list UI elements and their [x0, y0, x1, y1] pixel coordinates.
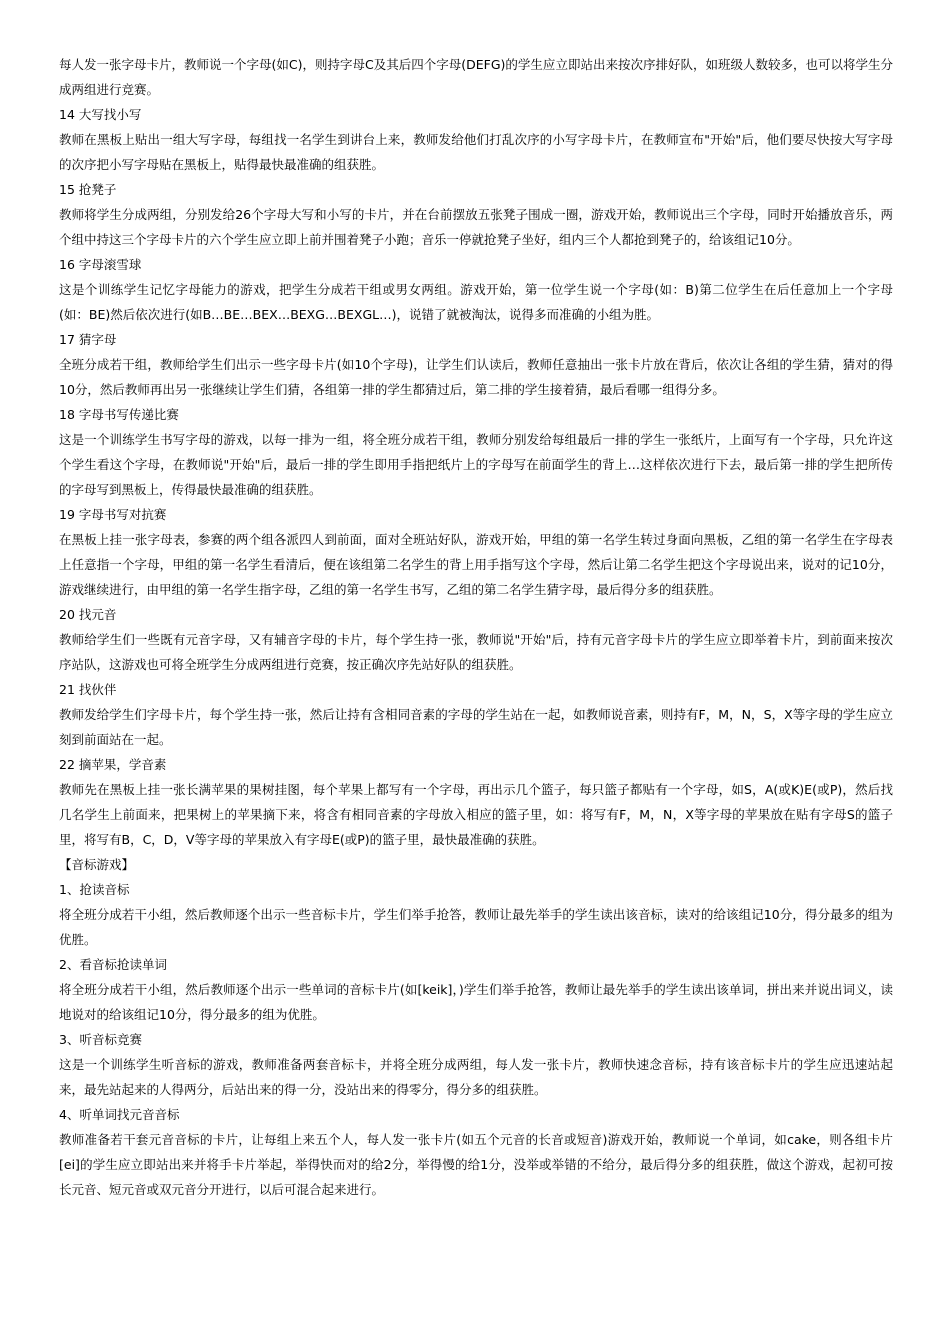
section-heading: 20 找元音 — [59, 607, 117, 622]
paragraph: 教师准备若干套元音音标的卡片，让每组上来五个人，每人发一张卡片(如五个元音的长音或短音)游戏开始，教师说一个单词，如cake，则各组卡片[ei]的学生应立即站出来并将手卡片举起，举得快而对的给2分，举得慢的给1分，没举或举错的不给分，最后得分多的组获胜，做这个游戏，起初可按长元音、短元音或双元音分开进行，以后可混合起来进行。 — [59, 1132, 893, 1197]
paragraph: 将全班分成若干小组，然后教师逐个出示一些单词的音标卡片(如[keik]，)学生们举手抢答，教师让最先举手的学生读出该单词，拼出来并说出词义，读地说对的给该组记10分，得分最多的组为优胜。 — [59, 982, 893, 1022]
paragraph: 教师先在黑板上挂一张长满苹果的果树挂图，每个苹果上都写有一个字母，再出示几个篮子，每只篮子都贴有一个字母，如S，A(或K)E(或P)，然后找几名学生上前面来，把果树上的苹果摘下来，将含有相同音素的字母放入相应的篮子里，如：将写有F，M，N，X等字母的苹果放在贴有字母S的篮子里，将写有B，C，D，V等字母的苹果放入有字母E(或P)的篮子里，最快最准确的获胜。 — [59, 782, 893, 847]
paragraph: 教师给学生们一些既有元音字母，又有辅音字母的卡片，每个学生持一张，教师说"开始"后，持有元音字母卡片的学生应立即举着卡片，到前面来按次序站队，这游戏也可将全班学生分成两组进行竞赛，按正确次序先站好队的组获胜。 — [59, 632, 893, 672]
paragraph: 这是一个训练学生书写字母的游戏，以每一排为一组，将全班分成若干组，教师分别发给每组最后一排的学生一张纸片，上面写有一个字母，只允许这个学生看这个字母，在教师说"开始"后，最后一排的学生即用手指把纸片上的字母写在前面学生的背上…这样依次进行下去，最后第一排的学生把所传的字母写到黑板上，传得最快最准确的组获胜。 — [59, 432, 893, 497]
paragraph: 这是一个训练学生听音标的游戏，教师准备两套音标卡，并将全班分成两组，每人发一张卡片，教师快速念音标，持有该音标卡片的学生应迅速站起来，最先站起来的人得两分，后站出来的得一分，没站出来的得零分，得分多的组获胜。 — [59, 1057, 893, 1097]
paragraph: 教师在黑板上贴出一组大写字母，每组找一名学生到讲台上来，教师发给他们打乱次序的小写字母卡片，在教师宣布"开始"后，他们要尽快按大写字母的次序把小写字母贴在黑板上，贴得最快最准确的组获胜。 — [59, 132, 893, 172]
paragraph: 这是个训练学生记忆字母能力的游戏，把学生分成若干组或男女两组。游戏开始，第一位学生说一个字母(如：B)第二位学生在后任意加上一个字母(如：BE)然后依次进行(如B…BE…BEX…BEXG…BEXGL…)，说错了就被淘汰，说得多而准确的小组为胜。 — [59, 282, 893, 322]
section-heading: 19 字母书写对抗赛 — [59, 507, 167, 522]
section-heading: 16 字母滚雪球 — [59, 257, 142, 272]
paragraph: 教师发给学生们字母卡片，每个学生持一张，然后让持有含相同音素的字母的学生站在一起，如教师说音素，则持有F，M，N，S，X等字母的学生应立刻到前面站在一起。 — [59, 707, 893, 747]
section-heading: 1、抢读音标 — [59, 882, 130, 897]
section-heading: 22 摘苹果，学音素 — [59, 757, 167, 772]
section-heading: 【音标游戏】 — [59, 857, 135, 872]
section-heading: 17 猜字母 — [59, 332, 117, 347]
section-heading: 21 找伙伴 — [59, 682, 117, 697]
section-heading: 2、看音标抢读单词 — [59, 957, 167, 972]
document-body — [59, 52, 893, 1202]
paragraph: 将全班分成若干小组，然后教师逐个出示一些音标卡片，学生们举手抢答，教师让最先举手的学生读出该音标，读对的给该组记10分，得分最多的组为优胜。 — [59, 907, 893, 947]
section-heading: 15 抢凳子 — [59, 182, 117, 197]
paragraph: 在黑板上挂一张字母表，参赛的两个组各派四人到前面，面对全班站好队，游戏开始，甲组的第一名学生转过身面向黑板，乙组的第一名学生在字母表上任意指一个字母，甲组的第一名学生看清后，便在该组第二名学生的背上用手指写这个字母，然后让第二名学生把这个字母说出来，说对的记10分，游戏继续进行，由甲组的第一名学生指字母，乙组的第一名学生书写，乙组的第二名学生猜字母，最后得分多的组获胜。 — [59, 532, 893, 597]
paragraph: 教师将学生分成两组，分别发给26个字母大写和小写的卡片，并在台前摆放五张凳子围成一圈，游戏开始，教师说出三个字母，同时开始播放音乐，两个组中持这三个字母卡片的六个学生应立即上前并围着凳子小跑；音乐一停就抢凳子坐好，组内三个人都抢到凳子的，给该组记10分。 — [59, 207, 893, 247]
section-heading: 3、听音标竞赛 — [59, 1032, 142, 1047]
section-heading: 18 字母书写传递比赛 — [59, 407, 179, 422]
paragraph: 全班分成若干组，教师给学生们出示一些字母卡片(如10个字母)，让学生们认读后，教师任意抽出一张卡片放在背后，依次让各组的学生猜，猜对的得10分，然后教师再出另一张继续让学生们猜，各组第一排的学生都猜过后，第二排的学生接着猜，最后看哪一组得分多。 — [59, 357, 893, 397]
paragraph: 每人发一张字母卡片，教师说一个字母(如C)，则持字母C及其后四个字母(DEFG)的学生应立即站出来按次序排好队，如班级人数较多，也可以将学生分成两组进行竞赛。 — [59, 57, 893, 97]
section-heading: 14 大写找小写 — [59, 107, 142, 122]
section-heading: 4、听单词找元音音标 — [59, 1107, 180, 1122]
